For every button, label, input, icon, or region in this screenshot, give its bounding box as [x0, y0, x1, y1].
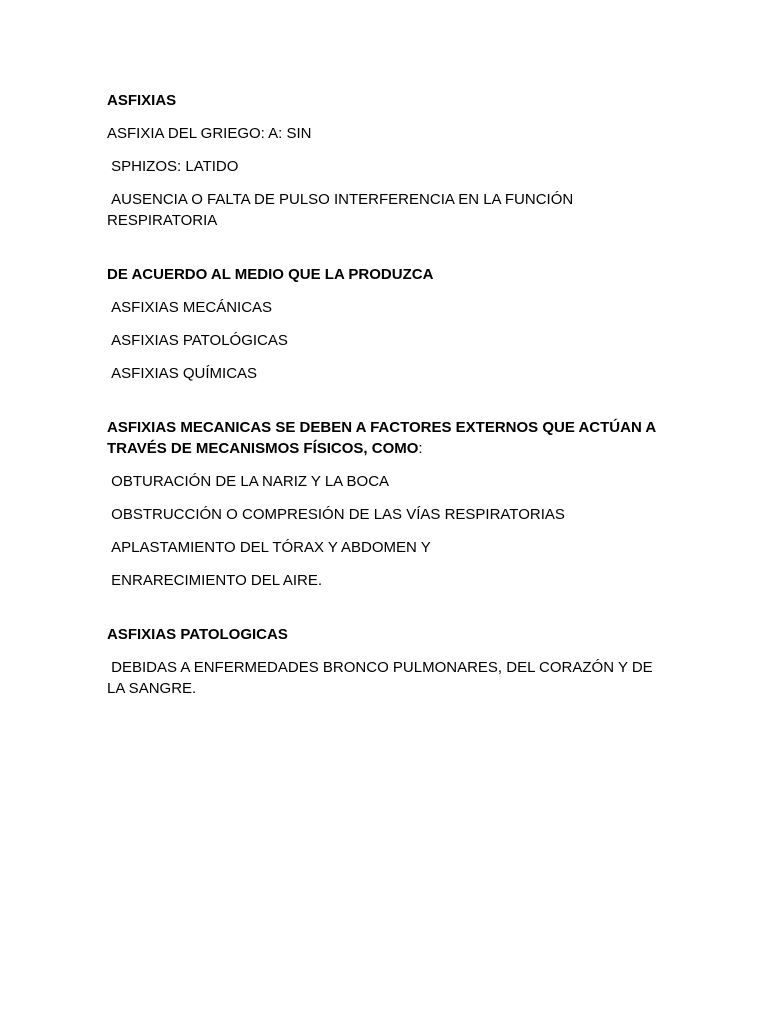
paragraph-line: OBTURACIÓN DE LA NARIZ Y LA BOCA: [107, 473, 390, 490]
section-mecanicas: [107, 417, 667, 591]
section-heading-suffix: :: [418, 440, 423, 457]
paragraph-line: OBSTRUCCIÓN O COMPRESIÓN DE LAS VÍAS RESPIRATORIAS: [107, 506, 565, 523]
document-body: [107, 90, 667, 711]
section-heading: DE ACUERDO AL MEDIO QUE LA PRODUZCA: [107, 266, 434, 283]
section-heading-text: ASFIXIAS MECANICAS SE DEBEN A FACTORES EXTERNOS QUE ACTÚAN A TRAVÉS DE MECANISMOS FÍSICOS, COMO: [107, 419, 660, 457]
paragraph-line: DEBIDAS A ENFERMEDADES BRONCO PULMONARES, DEL CORAZÓN Y DE LA SANGRE.: [107, 659, 657, 697]
section-asfixias: [107, 90, 667, 231]
paragraph-line: ASFIXIAS PATOLÓGICAS: [107, 332, 288, 349]
paragraph-line: ASFIXIAS MECÁNICAS: [107, 299, 273, 316]
paragraph-line: ENRARECIMIENTO DEL AIRE.: [107, 572, 323, 589]
section-heading: ASFIXIAS: [107, 92, 177, 109]
paragraph-line: SPHIZOS: LATIDO: [107, 158, 239, 175]
section-patologicas: [107, 624, 667, 699]
section-medio: [107, 264, 667, 384]
paragraph-line: AUSENCIA O FALTA DE PULSO INTERFERENCIA EN LA FUNCIÓN RESPIRATORIA: [107, 191, 578, 229]
paragraph-line: APLASTAMIENTO DEL TÓRAX Y ABDOMEN Y: [107, 539, 431, 556]
section-heading: [107, 417, 667, 459]
paragraph-line: ASFIXIAS QUÍMICAS: [107, 365, 258, 382]
section-heading: ASFIXIAS PATOLOGICAS: [107, 626, 288, 643]
paragraph-line: ASFIXIA DEL GRIEGO: A: SIN: [107, 125, 312, 142]
